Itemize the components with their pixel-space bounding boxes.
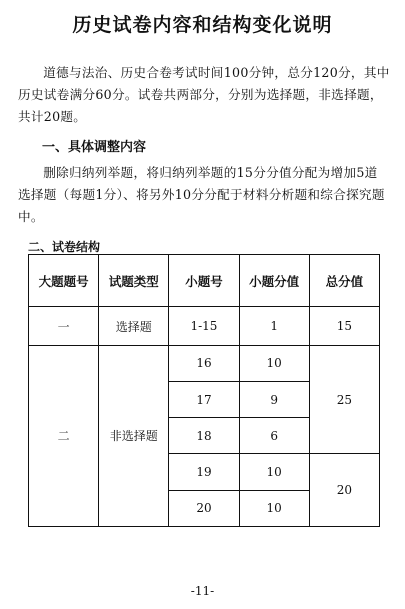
cell-question-score: 10 [239,454,309,490]
cell-question-score: 10 [239,490,309,526]
header-section-number: 大题题号 [29,255,99,307]
intro-paragraph: 道德与法治、历史合卷考试时间100分钟，总分120分，其中历史试卷满分60分。试卷共两部分，分别为选择题，非选择题，共计20题。 [18,65,390,124]
page-title: 历史试卷内容和结构变化说明 [72,14,333,36]
cell-question-number: 19 [169,454,239,490]
cell-question-score: 6 [239,418,309,454]
cell-question-number: 17 [169,381,239,417]
cell-section-number: 一 [29,307,99,345]
cell-total-score: 20 [309,454,379,527]
cell-question-score: 1 [239,307,309,345]
table-row [29,345,380,381]
cell-question-type: 非选择题 [99,345,169,526]
cell-question-number: 16 [169,345,239,381]
adjustment-paragraph: 删除归纳列举题，将归纳列举题的15分分值分配为增加5道选择题（每题1分）、将另外10分分配于材料分析题和综合探究题中。 [18,165,385,224]
cell-question-score: 10 [239,345,309,381]
header-total-score: 总分值 [309,255,379,307]
table-header-row [29,255,380,307]
section-heading-adjustments: 一、具体调整内容 [42,140,147,155]
header-question-number: 小题号 [169,255,239,307]
header-question-type: 试题类型 [99,255,169,307]
cell-section-number: 二 [29,345,99,526]
cell-question-number: 20 [169,490,239,526]
table-row [29,307,380,345]
cell-question-score: 9 [239,381,309,417]
cell-total-score: 25 [309,345,379,454]
cell-question-range: 1-15 [169,307,239,345]
exam-structure-table [28,254,380,527]
page-number: -11- [190,584,215,598]
cell-question-type: 选择题 [99,307,169,345]
header-question-score: 小题分值 [239,255,309,307]
section-heading-structure: 二、试卷结构 [28,240,101,254]
cell-question-number: 18 [169,418,239,454]
cell-total-score: 15 [309,307,379,345]
